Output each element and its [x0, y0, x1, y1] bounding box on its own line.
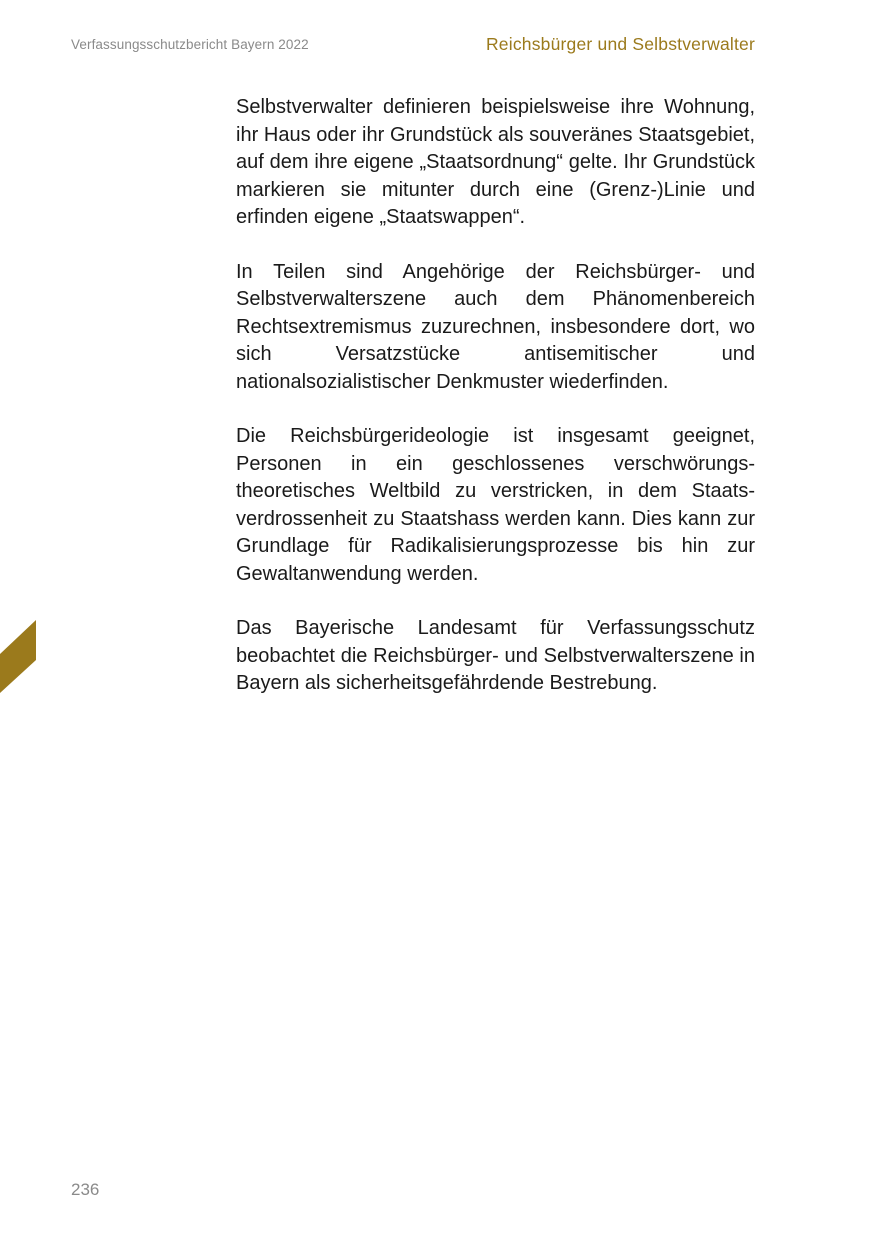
running-header-chapter: Reichsbürger und Selbstverwalter	[485, 34, 755, 54]
paragraph-4: Das Bayerische Landesamt für Verfassungsschutz beobachtet die Reichsbürger- und Selbstverwalterszene in Bayern als sicherheitsgefährdende Bestrebung.	[236, 617, 755, 694]
running-header-publication: Verfassungsschutzbericht Bayern 2022	[71, 37, 309, 52]
paragraph-3: Die Reichsbürgerideologie ist insgesamt geeignet, Personen in ein geschlossenes verschwörungstheoretisches Weltbild zu verstricken, in dem Staatsverdrossenheit zu Staatshass werden kann. Dies kann zur Grundlage für Radikalisierungsprozesse bis hin zur Gewaltanwendung werden.	[236, 425, 755, 585]
paragraph-1: Selbstverwalter definieren beispielsweise ihre Wohnung, ihr Haus oder ihr Grundstück als souveränes Staatsgebiet, auf dem ihre eigene „Staatsordnung“ gelte. Ihr Grundstück markieren sie mitunter durch eine (Grenz-)Linie und erfinden eigene „Staatswappen“.	[236, 96, 755, 228]
body-text	[236, 94, 755, 725]
chapter-tab-marker	[0, 620, 36, 693]
paragraph-2: In Teilen sind Angehörige der Reichsbürger- und Selbstverwalterszene auch dem Phänomenbereich Rechtsextremismus zuzurechnen, insbesondere dort, wo sich Versatzstücke antisemitischer und nationalsozialistischer Denkmuster wiederfinden.	[236, 260, 755, 393]
page-number: 236	[71, 1180, 100, 1199]
